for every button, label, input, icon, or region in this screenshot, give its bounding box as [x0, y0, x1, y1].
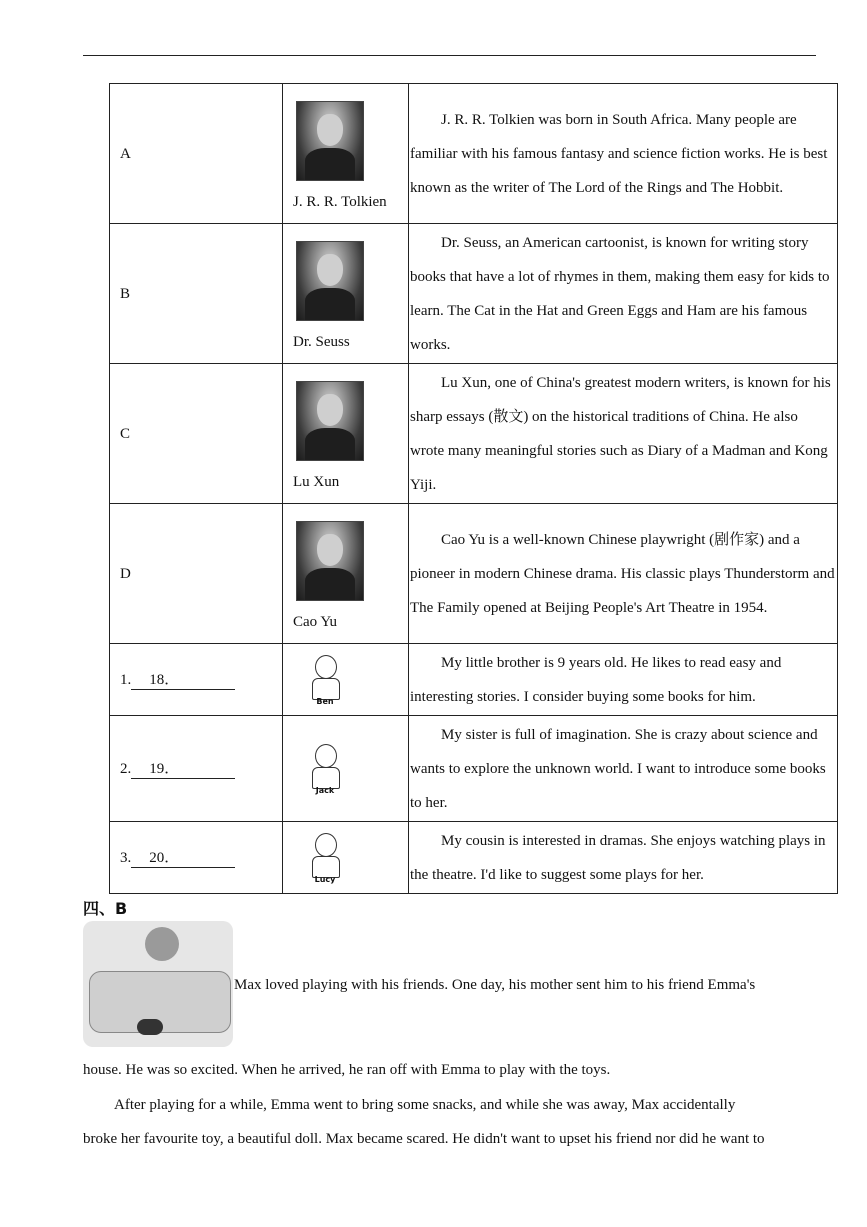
- author-photo: [296, 381, 364, 461]
- question-text: My sister is full of imagination. She is crazy about science and wants to explore the unknown world. I want to introduce some books to her.: [409, 716, 838, 822]
- table-row: [110, 822, 838, 894]
- author-description: Dr. Seuss, an American cartoonist, is known for writing story books that have a lot of rhymes in them, making them easy for kids to learn. The Cat in the Hat and Green Eggs and Ham are his famous works.: [409, 224, 838, 364]
- header-rule: [83, 55, 816, 56]
- author-letter: B: [110, 224, 283, 364]
- author-name: J. R. R. Tolkien: [293, 193, 387, 210]
- question-cell: [110, 644, 283, 716]
- author-photo: [296, 101, 364, 181]
- kid-name: Lucy: [314, 874, 336, 884]
- kid-cell: [283, 644, 409, 716]
- table-row: [110, 644, 838, 716]
- kid-illustration: [305, 742, 345, 798]
- kid-cell: [283, 822, 409, 894]
- table-row: [110, 224, 838, 364]
- table-row: [110, 364, 838, 504]
- author-cell: [283, 364, 409, 504]
- author-photo: [296, 521, 364, 601]
- question-number: 3.: [120, 849, 132, 866]
- story-paragraph: house. He was so excited. When he arrived, he ran off with Emma to play with the toys.: [83, 1062, 611, 1078]
- author-description: Lu Xun, one of China's greatest modern writers, is known for his sharp essays (散文) on the historical traditions of China. He also wrote many meaningful stories such as Diary of a Madman and Kong Yiji.: [409, 364, 838, 504]
- author-cell: [283, 224, 409, 364]
- table-row: [110, 716, 838, 822]
- author-name: Dr. Seuss: [293, 333, 350, 350]
- section-heading: 四、B: [83, 899, 128, 918]
- story-paragraph: Max loved playing with his friends. One day, his mother sent him to his friend Emma's: [234, 977, 756, 993]
- answer-blank[interactable]: 18．: [131, 671, 235, 690]
- author-photo: [296, 241, 364, 321]
- answer-blank[interactable]: 19．: [131, 760, 235, 779]
- question-cell: [110, 822, 283, 894]
- kid-illustration: [305, 831, 345, 887]
- answer-blank[interactable]: 20．: [131, 849, 235, 868]
- kid-name: Jack: [315, 785, 335, 795]
- author-letter: C: [110, 364, 283, 504]
- author-name: Lu Xun: [293, 473, 340, 490]
- story-paragraph: broke her favourite toy, a beautiful doll. Max became scared. He didn't want to upset his friend nor did he want to: [83, 1131, 765, 1147]
- matching-table: [109, 83, 838, 894]
- table-row: [110, 504, 838, 644]
- question-text: My cousin is interested in dramas. She enjoys watching plays in the theatre. I'd like to suggest some plays for her.: [409, 822, 838, 894]
- kid-illustration: [305, 653, 345, 709]
- kid-cell: [283, 716, 409, 822]
- author-description: J. R. R. Tolkien was born in South Africa. Many people are familiar with his famous fantasy and science fiction works. He is best known as the writer of The Lord of the Rings and The Hobbit.: [409, 84, 838, 224]
- story-paragraph: After playing for a while, Emma went to bring some snacks, and while she was away, Max accidentally: [114, 1097, 736, 1113]
- author-name: Cao Yu: [293, 613, 338, 630]
- author-description: Cao Yu is a well-known Chinese playwright (剧作家) and a pioneer in modern Chinese drama. His classic plays Thunderstorm and The Family opened at Beijing People's Art Theatre in 1954.: [409, 504, 838, 644]
- kid-name: Ben: [316, 696, 334, 706]
- question-text: My little brother is 9 years old. He likes to read easy and interesting stories. I consider buying some books for him.: [409, 644, 838, 716]
- author-cell: [283, 504, 409, 644]
- author-letter: D: [110, 504, 283, 644]
- author-letter: A: [110, 84, 283, 224]
- story-illustration: [83, 921, 233, 1047]
- author-cell: [283, 84, 409, 224]
- question-cell: [110, 716, 283, 822]
- question-number: 2.: [120, 760, 132, 777]
- question-number: 1.: [120, 671, 132, 688]
- table-row: [110, 84, 838, 224]
